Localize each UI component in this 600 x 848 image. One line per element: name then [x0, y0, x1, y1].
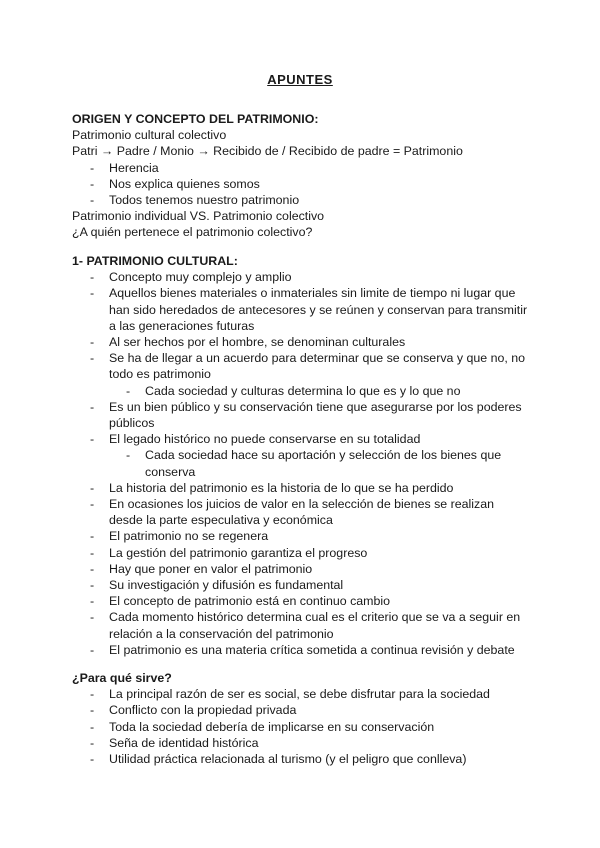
list-item: - Aquellos bienes materiales o inmateriales sin limite de tiempo ni lugar que han sido heredados de antecesores y se reúnen y conservan para transmitir a las generaciones futuras — [72, 285, 528, 334]
list-item: - Cada momento histórico determina cual es el criterio que se va a seguir en relación a la conservación del patrimonio — [72, 609, 528, 641]
section-patrimonio-cultural — [72, 253, 528, 658]
section-heading: 1- PATRIMONIO CULTURAL: — [72, 254, 238, 268]
bullet-list — [72, 269, 528, 658]
list-item: - La gestión del patrimonio garantiza el progreso — [72, 545, 528, 561]
list-item: - Su investigación y difusión es fundamental — [72, 577, 528, 593]
list-item: - Hay que poner en valor el patrimonio — [72, 561, 528, 577]
list-item: - Es un bien público y su conservación tiene que asegurarse por los poderes públicos — [72, 399, 528, 431]
list-item: - El legado histórico no puede conservarse en su totalidad — [72, 431, 528, 447]
list-item: - El patrimonio no se regenera — [72, 528, 528, 544]
list-item: - Se ha de llegar a un acuerdo para determinar que se conserva y que no, no todo es patrimonio — [72, 350, 528, 382]
paragraph: ¿A quién pertenece el patrimonio colectivo? — [72, 225, 313, 240]
section-heading: ¿Para qué sirve? — [72, 671, 172, 685]
sub-list-item: - Cada sociedad y culturas determina lo que es y lo que no — [72, 383, 528, 399]
paragraph: Patrimonio cultural colectivo — [72, 128, 227, 143]
section-heading: ORIGEN Y CONCEPTO DEL PATRIMONIO: — [72, 112, 319, 126]
list-item: - Concepto muy complejo y amplio — [72, 269, 528, 285]
document-title: APUNTES — [267, 72, 333, 87]
list-item: - Todos tenemos nuestro patrimonio — [72, 192, 528, 208]
list-item: - La principal razón de ser es social, se debe disfrutar para la sociedad — [72, 686, 528, 702]
section-origen-concepto — [72, 111, 528, 241]
section-para-que-sirve — [72, 670, 528, 767]
list-item: - El patrimonio es una materia crítica sometida a continua revisión y debate — [72, 642, 528, 658]
list-item: - Al ser hechos por el hombre, se denominan culturales — [72, 334, 528, 350]
list-item: - En ocasiones los juicios de valor en la selección de bienes se realizan desde la parte especulativa y económica — [72, 496, 528, 528]
list-item: - El concepto de patrimonio está en continuo cambio — [72, 593, 528, 609]
list-item: - Conflicto con la propiedad privada — [72, 702, 528, 718]
list-item: - Herencia — [72, 160, 528, 176]
sub-list-item: - Cada sociedad hace su aportación y selección de los bienes que conserva — [72, 447, 528, 479]
paragraph: Patrimonio individual VS. Patrimonio colectivo — [72, 209, 325, 224]
list-item: - Utilidad práctica relacionada al turismo (y el peligro que conlleva) — [72, 751, 528, 767]
list-item: - Seña de identidad histórica — [72, 735, 528, 751]
list-item: - Toda la sociedad debería de implicarse en su conservación — [72, 719, 528, 735]
paragraph: Patri → Padre / Monio → Recibido de / Recibido de padre = Patrimonio — [72, 144, 463, 159]
bullet-list — [72, 160, 528, 209]
list-item: - Nos explica quienes somos — [72, 176, 528, 192]
bullet-list — [72, 686, 528, 767]
list-item: - La historia del patrimonio es la historia de lo que se ha perdido — [72, 480, 528, 496]
